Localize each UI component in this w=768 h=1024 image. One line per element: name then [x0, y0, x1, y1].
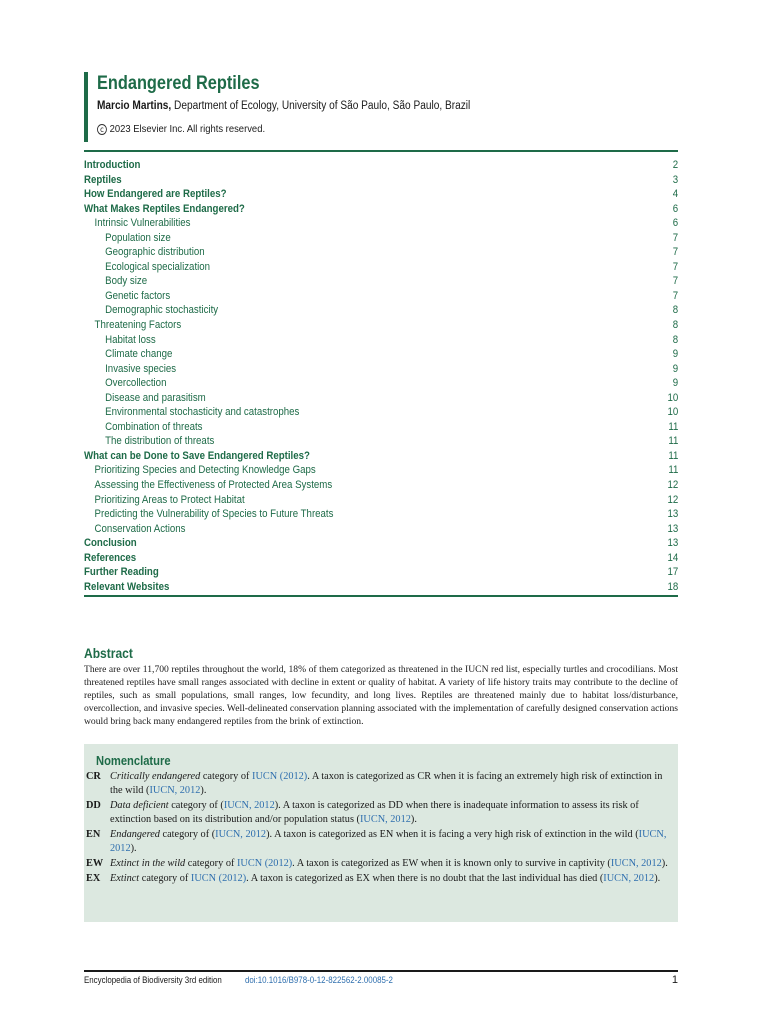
toc-entry[interactable]: [84, 245, 678, 260]
toc-entry[interactable]: [84, 376, 678, 391]
page-number: 1: [671, 974, 678, 986]
toc-entry-page[interactable]: 10: [667, 406, 678, 419]
toc-entry-label[interactable]: Demographic stochasticity: [105, 304, 219, 317]
nomenclature-box: [84, 744, 678, 922]
toc-entry-label[interactable]: Invasive species: [105, 362, 177, 375]
toc-entry[interactable]: [84, 405, 678, 420]
toc-entry-label[interactable]: Overcollection: [105, 377, 167, 390]
toc-entry-page[interactable]: 12: [667, 479, 678, 492]
toc-entry-page[interactable]: 17: [667, 566, 678, 579]
toc-entry[interactable]: [84, 434, 678, 449]
toc-bottom-rule: [84, 595, 678, 597]
citation-link[interactable]: IUCN (2012): [252, 771, 308, 782]
toc-entry-label[interactable]: The distribution of threats: [105, 435, 215, 448]
toc-entry[interactable]: [84, 580, 678, 595]
toc-entry[interactable]: [84, 333, 678, 348]
nomenclature-text: ).: [410, 813, 417, 825]
nomenclature-abbreviation: EX: [86, 872, 101, 884]
toc-entry-label[interactable]: Conservation Actions: [94, 522, 186, 535]
toc-entry-label[interactable]: Disease and parasitism: [105, 391, 206, 404]
toc-entry[interactable]: [84, 216, 678, 231]
nomenclature-text: category of (: [159, 828, 216, 840]
toc-entry-page[interactable]: 6: [672, 202, 678, 215]
toc-entry-label[interactable]: Reptiles: [84, 173, 122, 186]
toc-top-rule: [84, 150, 678, 152]
toc-entry-page[interactable]: 7: [672, 275, 678, 288]
toc-entry-page[interactable]: 11: [667, 449, 678, 462]
nomenclature-term: Endangered: [110, 828, 160, 840]
toc-entry-label[interactable]: Combination of threats: [105, 420, 203, 433]
doi-link[interactable]: doi:10.1016/B978-0-12-822562-2.00085-2: [244, 975, 393, 985]
nomenclature-text: . A taxon is categorized as CR when it is facing an extremely high risk of extinction in the wild (: [110, 771, 663, 796]
toc-entry-label[interactable]: Assessing the Effectiveness of Protected Area Systems: [94, 479, 333, 492]
nomenclature-term: Extinct in the wild: [110, 857, 186, 869]
nomenclature-text: ). A taxon is categorized as DD when there is inadequate information to assess its risk of extinction based on its distribution and/or population status (: [110, 799, 639, 825]
toc-entry[interactable]: [84, 231, 678, 246]
toc-entry-label[interactable]: Geographic distribution: [105, 246, 205, 259]
toc-entry-label[interactable]: References: [84, 551, 137, 564]
toc-entry-page[interactable]: 6: [672, 217, 678, 230]
toc-entry-page[interactable]: 11: [667, 464, 678, 477]
nomenclature-text: ).: [661, 857, 668, 869]
toc-entry-page[interactable]: 11: [667, 420, 678, 433]
toc-entry[interactable]: [84, 522, 678, 537]
toc-entry[interactable]: [84, 289, 678, 304]
toc-entry-label[interactable]: Further Reading: [84, 566, 159, 579]
citation-link[interactable]: IUCN, 2012: [610, 857, 662, 869]
toc-entry[interactable]: [84, 507, 678, 522]
citation-link[interactable]: IUCN, 2012: [110, 828, 667, 854]
nomenclature-term: Data deficient: [110, 799, 169, 811]
nomenclature-entry: [86, 857, 668, 871]
toc-entry-page[interactable]: 13: [667, 522, 678, 535]
citation-link[interactable]: IUCN, 2012: [223, 799, 275, 811]
citation-link[interactable]: IUCN, 2012: [149, 784, 201, 796]
toc-entry-label[interactable]: Body size: [105, 275, 148, 288]
toc-entry[interactable]: [84, 347, 678, 362]
nomenclature-text: . A taxon is categorized as EW when it is known only to survive in captivity (: [292, 857, 611, 869]
nomenclature-text: . A taxon is categorized as EX when there is no doubt that the last individual has died (: [246, 872, 604, 884]
toc-entry[interactable]: [84, 478, 678, 493]
article-title: Endangered Reptiles: [97, 73, 260, 94]
nomenclature-entry: [86, 799, 668, 826]
nomenclature-text: category of: [200, 771, 253, 782]
nomenclature-entry: [86, 828, 668, 855]
toc-entry[interactable]: [84, 463, 678, 478]
toc-entry[interactable]: [84, 449, 678, 464]
author-name: Marcio Martins,: [97, 100, 172, 112]
nomenclature-abbreviation: EN: [86, 828, 101, 840]
toc-entry-page[interactable]: 12: [667, 493, 678, 506]
toc-entry-page[interactable]: 4: [672, 188, 678, 201]
nomenclature-text: category of (: [168, 799, 224, 811]
toc-entry[interactable]: [84, 565, 678, 580]
toc-entry-label[interactable]: Population size: [105, 231, 171, 244]
toc-entry-label[interactable]: Conclusion: [84, 537, 137, 550]
nomenclature-text: category of: [185, 857, 237, 869]
nomenclature-text: ).: [654, 872, 661, 884]
nomenclature-abbreviation: DD: [86, 799, 101, 811]
copyright-icon: c: [97, 124, 107, 135]
toc-entry-page[interactable]: 8: [672, 333, 678, 346]
toc-entry-page[interactable]: 7: [672, 289, 678, 302]
toc-entry[interactable]: [84, 158, 678, 173]
toc-entry-label[interactable]: Predicting the Vulnerability of Species to Future Threats: [94, 508, 334, 521]
toc-entry[interactable]: [84, 202, 678, 217]
toc-entry-label[interactable]: How Endangered are Reptiles?: [84, 188, 227, 201]
citation-link[interactable]: IUCN (2012): [236, 857, 293, 869]
toc-entry[interactable]: [84, 274, 678, 289]
journal-name: Encyclopedia of Biodiversity 3rd edition: [84, 975, 222, 985]
toc-entry-page[interactable]: 9: [672, 348, 678, 361]
nomenclature-term: Extinct: [110, 872, 140, 884]
copyright-text: 2023 Elsevier Inc. All rights reserved.: [109, 123, 266, 135]
author-affiliation: Department of Ecology, University of São Paulo, São Paulo, Brazil: [174, 100, 471, 112]
abstract-section: [84, 645, 678, 728]
toc-entry-page[interactable]: 14: [667, 551, 678, 564]
toc-entry-label[interactable]: Habitat loss: [105, 333, 156, 346]
toc-entry-label[interactable]: Threatening Factors: [94, 319, 182, 332]
toc-entry-label[interactable]: What Makes Reptiles Endangered?: [84, 202, 245, 215]
toc-entry-page[interactable]: 9: [672, 377, 678, 390]
toc-entry-page[interactable]: 13: [667, 508, 678, 521]
toc-entry-page[interactable]: 7: [672, 260, 678, 273]
toc-entry-page[interactable]: 10: [667, 391, 678, 404]
nomenclature-text: ).: [130, 842, 137, 854]
toc-entry-label[interactable]: Environmental stochasticity and catastrophes: [105, 406, 300, 419]
toc-entry-label[interactable]: Intrinsic Vulnerabilities: [94, 217, 191, 230]
toc-entry-page[interactable]: 8: [672, 319, 678, 332]
article-header: [84, 72, 678, 142]
toc-entry-page[interactable]: 3: [672, 173, 678, 186]
toc-entry-page[interactable]: 18: [667, 580, 678, 593]
toc-entry-label[interactable]: Introduction: [84, 159, 141, 171]
toc-entry-page[interactable]: 11: [667, 435, 678, 448]
toc-entry[interactable]: [84, 493, 678, 508]
toc-entry[interactable]: [84, 260, 678, 275]
nomenclature-abbreviation: EW: [86, 857, 104, 869]
toc-entry[interactable]: [84, 536, 678, 551]
abstract-text: There are over 11,700 reptiles throughout the world, 18% of them categorized as threatened in the IUCN red list, especially turtles and crocodilians. Most threatened reptiles have small ranges associated with decline in extent or quality of habitat. A variety of life history traits may contribute to the decline of reptiles, such as small populations, small ranges, low fecundity, and long lives. Reptiles are threatened mainly due to habitat loss/disturbance, overcollection, and invasive species. Well-delineated conservation planning associated with the implementation of carefully designed conservation actions would bring back many endangered reptiles from the brink of extinction.: [84, 664, 678, 728]
abstract-heading: Abstract: [84, 645, 133, 661]
nomenclature-text: ). A taxon is categorized as EN when it is facing a very high risk of extinction in the wild (: [266, 828, 639, 840]
citation-link[interactable]: IUCN, 2012: [215, 828, 267, 840]
toc-entry-page[interactable]: 7: [672, 246, 678, 259]
footer-rule: [84, 970, 678, 972]
toc-entry[interactable]: [84, 187, 678, 202]
nomenclature-text: category of: [139, 872, 191, 884]
toc-entry[interactable]: [84, 318, 678, 333]
toc-entry[interactable]: [84, 362, 678, 377]
citation-link[interactable]: IUCN (2012): [190, 872, 247, 884]
toc-entry-page[interactable]: 7: [672, 231, 678, 244]
toc-entry-page[interactable]: 13: [667, 537, 678, 550]
toc-entry-label[interactable]: Ecological specialization: [105, 260, 211, 273]
author-line: [97, 100, 470, 112]
toc-entry-page[interactable]: 2: [672, 159, 678, 171]
toc-entry-label[interactable]: Prioritizing Areas to Protect Habitat: [94, 493, 245, 506]
toc-entry[interactable]: [84, 173, 678, 188]
toc-entry-page[interactable]: 9: [672, 362, 678, 375]
toc-entry-label[interactable]: Genetic factors: [105, 289, 171, 302]
citation-link[interactable]: IUCN, 2012: [359, 813, 411, 825]
toc-entry-page[interactable]: 8: [672, 304, 678, 317]
nomenclature-text: ).: [200, 784, 207, 796]
toc-entry[interactable]: [84, 420, 678, 435]
toc-entry[interactable]: [84, 391, 678, 406]
toc-entry-label[interactable]: Relevant Websites: [84, 580, 170, 593]
toc-entry-label[interactable]: What can be Done to Save Endangered Reptiles?: [84, 449, 310, 462]
table-of-contents: [84, 158, 678, 594]
copyright-line: [97, 123, 265, 135]
toc-entry[interactable]: [84, 551, 678, 566]
nomenclature-list: [86, 770, 668, 886]
page-footer: [84, 975, 678, 985]
nomenclature-abbreviation: CR: [86, 771, 101, 782]
citation-link[interactable]: IUCN, 2012: [603, 872, 655, 884]
toc-entry-label[interactable]: Prioritizing Species and Detecting Knowledge Gaps: [94, 464, 316, 477]
nomenclature-heading: Nomenclature: [96, 753, 171, 768]
nomenclature-entry: [86, 770, 668, 797]
toc-entry-label[interactable]: Climate change: [105, 348, 173, 361]
toc-entry[interactable]: [84, 303, 678, 318]
nomenclature-term: Critically endangered: [110, 771, 201, 782]
nomenclature-entry: [86, 872, 668, 886]
